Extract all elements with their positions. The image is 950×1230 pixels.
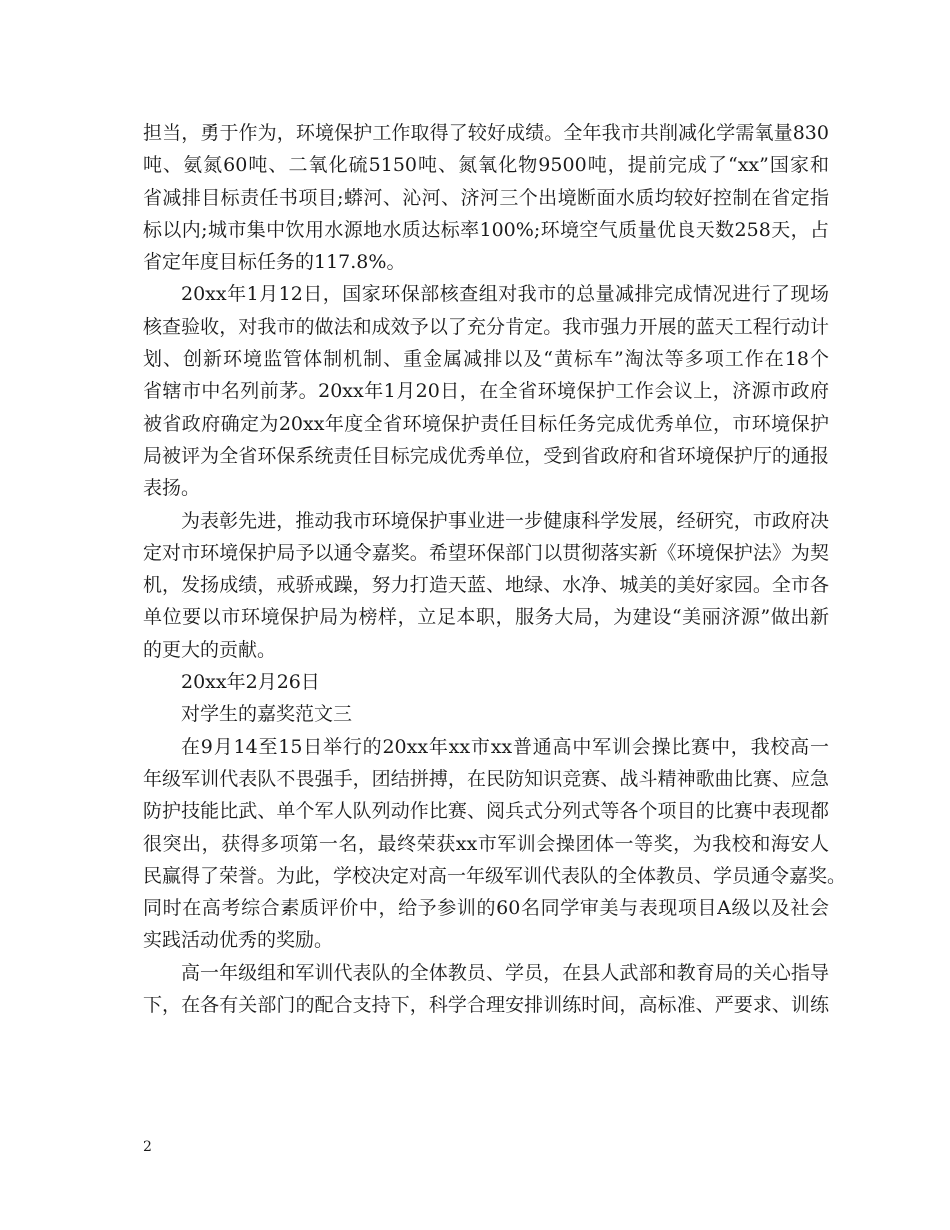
text-line: 担当，勇于作为，环境保护工作取得了较好成绩。全年我市共削减化学需氧量830 [143,122,829,144]
text-line: 民赢得了荣誉。为此，学校决定对高一年级军训代表队的全体教员、学员通令嘉奖。 [143,864,847,887]
text-line: 同时在高考综合素质评价中，给予参训的60名同学审美与表现项目A级以及社会 [143,897,829,920]
text-line: 实践活动优秀的奖励。 [143,929,334,952]
text-line: 省减排目标责任书项目;蟒河、沁河、济河三个出境断面水质均较好控制在省定指 [143,186,829,209]
text-line: 核查验收，对我市的做法和成效予以了充分肯定。我市强力开展的蓝天工程行动计 [143,315,829,338]
text-line: 机，发扬成绩，戒骄戒躁，努力打造天蓝、地绿、水净、城美的美好家园。全市各 [143,574,829,597]
text-line: 防护技能比武、单个军人队列动作比赛、阅兵式分列式等各个项目的比赛中表现都 [143,800,829,823]
text-line: 吨、氨氮60吨、二氧化硫5150吨、氮氧化物9500吨，提前完成了“xx”国家和 [143,154,829,177]
text-line: 单位要以市环境保护局为榜样，立足本职，服务大局，为建设“美丽济源”做出新 [143,606,829,629]
section-heading: 对学生的嘉奖范文三 [181,703,353,726]
text-line: 年级军训代表队不畏强手，团结拼搏，在民防知识竞赛、战斗精神歌曲比赛、应急 [143,767,829,790]
text-line: 标以内;城市集中饮用水源地水质达标率100%;环境空气质量优良天数258天，占 [143,218,829,241]
page-number: 2 [143,1139,152,1155]
text-line: 被省政府确定为20xx年度全省环境保护责任目标任务完成优秀单位，市环境保护 [143,412,829,435]
text-line: 划、创新环境监管体制机制、重金属减排以及“黄标车”淘汰等多项工作在18个 [143,348,829,371]
text-line: 表扬。 [143,477,201,500]
text-line: 20xx年1月12日，国家环保部核查组对我市的总量减排完成情况进行了现场 [181,283,829,306]
text-line: 下，在各有关部门的配合支持下，科学合理安排训练时间，高标准、严要求、训练 [143,994,829,1017]
text-line: 局被评为全省环保系统责任目标完成优秀单位，受到省政府和省环境保护厅的通报 [143,444,829,467]
text-line: 为表彰先进，推动我市环境保护事业进一步健康科学发展，经研究，市政府决 [181,509,829,532]
text-line: 很突出，获得多项第一名，最终荣获xx市军训会操团体一等奖，为我校和海安人 [143,832,829,855]
text-line: 的更大的贡献。 [143,638,277,661]
text-line: 在9月14至15日举行的20xx年xx市xx普通高中军训会操比赛中，我校高一 [181,735,829,758]
text-line: 省定年度目标任务的117.8%。 [143,251,406,274]
text-line: 省辖市中名列前茅。20xx年1月20日，在全省环境保护工作会议上，济源市政府 [143,380,829,403]
text-line: 高一年级组和军训代表队的全体教员、学员，在县人武部和教育局的关心指导 [181,961,829,984]
document-body [143,117,847,1021]
date-line: 20xx年2月26日 [181,671,320,694]
text-line: 定对市环境保护局予以通令嘉奖。希望环保部门以贯彻落实新《环境保护法》为契 [143,541,829,564]
